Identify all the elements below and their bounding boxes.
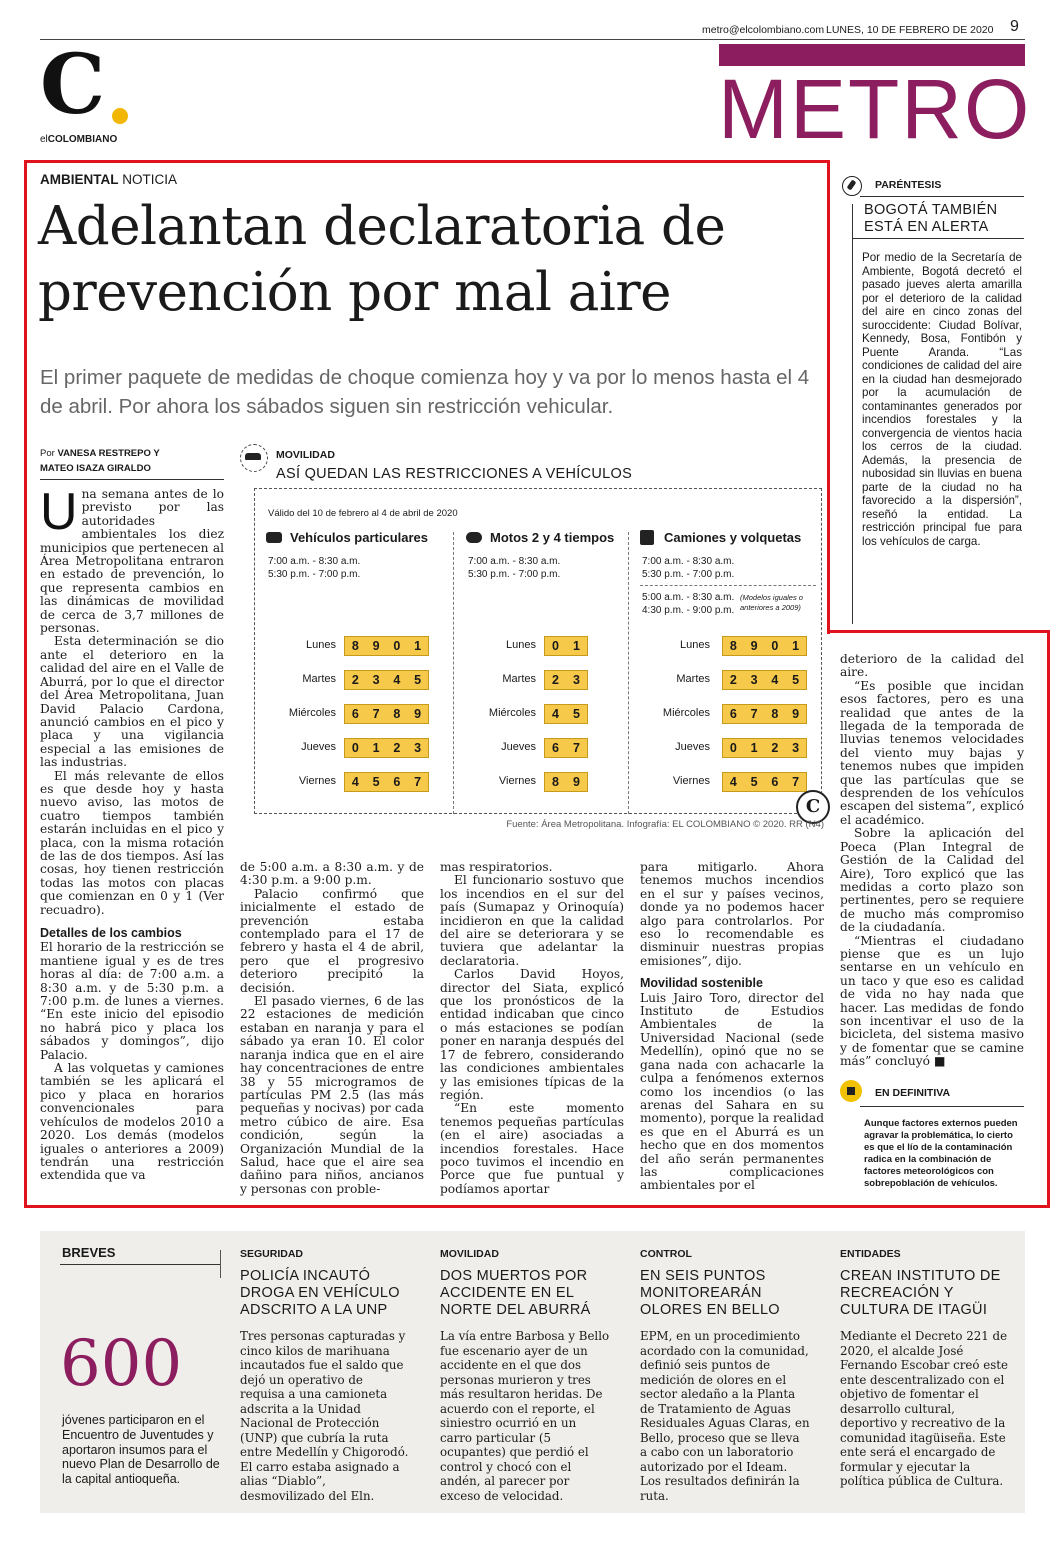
plate-digits <box>544 772 588 792</box>
hours-divider <box>640 585 816 586</box>
brief-control <box>640 1248 810 1503</box>
plate-digit: 6 <box>351 707 359 721</box>
weekday-label: Viernes <box>498 775 536 787</box>
highlight-frame-step <box>827 630 1050 633</box>
plate-digits <box>544 670 588 690</box>
plate-digits <box>344 704 429 724</box>
plate-digit: 7 <box>792 775 800 789</box>
article-deck: El primer paquete de medidas de choque comienza hoy y va por lo menos hasta el 4 de abril. Por ahora los sábados siguen sin restricción vehicular. <box>40 366 810 418</box>
logo-dot <box>112 108 128 124</box>
plate-digit: 2 <box>729 673 737 687</box>
plate-digit: 3 <box>372 673 380 687</box>
plate-digit: 4 <box>771 673 779 687</box>
plate-digit: 7 <box>414 775 422 789</box>
weekday-label: Miércoles <box>288 707 336 719</box>
group-camiones <box>640 530 820 800</box>
weekday-label: Lunes <box>506 639 536 651</box>
dropcap: U <box>40 483 78 541</box>
brief-section: SEGURIDAD <box>240 1248 304 1260</box>
plate-digit: 9 <box>792 707 800 721</box>
brief-title: DOS MUERTOS POR ACCIDENTE EN EL NORTE DEL ABURRÁ <box>440 1268 591 1318</box>
group-hours: 7:00 a.m. - 8:30 a.m. 5:30 p.m. - 7:00 p.m. <box>268 556 361 580</box>
plate-digit: 0 <box>393 639 401 653</box>
plate-digit: 2 <box>552 673 559 687</box>
plate-digit: 5 <box>573 707 580 721</box>
plate-digit: 9 <box>372 639 380 653</box>
weekday-label: Martes <box>502 673 536 685</box>
plate-digit: 3 <box>792 741 800 755</box>
plate-digit: 9 <box>414 707 422 721</box>
subhead-detalles: Detalles de los cambios <box>40 926 182 940</box>
plate-digit: 4 <box>552 707 559 721</box>
brief-movilidad <box>440 1248 610 1503</box>
byline: Por VANESA RESTREPO Y MATEO ISAZA GIRALDO <box>40 446 224 480</box>
article-column-1: U na semana antes de lo previsto por las autoridades ambientales los diez municipios que pertenecen al Área Metropolitana entraron en estado de prevención, lo que representa cambios en las dinámicas de movilidad de cerca de 3,7 millones de personas. Esta determinación se dio ante el deterioro en la calidad del aire en el Valle de Aburrá, por lo que el director del Área Metropolitana, Juan David Palacio Cardona, anunció cambios en el pico y placa y una vigilancia especial a las emisiones de las industrias. El más relevante de ellos es que desde hoy y hasta nuevo aviso, las motos de cuatro tiempos también estarán incluidas en el pico y placa, con la misma rotación de las de dos tiempos. Así las cosas, hoy tienen restricción todas las motos con placas que comienzan en 0 y 1 (Ver recuadro). Detalles de los cambios El horario de la restricción se mantiene igual y es de tres horas al día: de 7:00 a.m. a 8:30 a.m. y de 5:30 p.m. a 7:00 p.m. de lunes a viernes. “En este inicio del episodio no habrá pico y placa los sábados y domingos”, dijo Palacio. A las volquetas y camiones también se les aplicará el pico y placa en horarios convencionales para vehículos de modelos 2010 a 2020. Los demás (modelos iguales o anteriores a 2009) tendrán una restricción extendida que va <box>40 483 224 1183</box>
logo-badge: C <box>796 790 830 824</box>
breves-number: 600 <box>60 1327 183 1401</box>
article-title: Adelantan declaratoria de prevención por mal aire <box>38 196 726 323</box>
group-motos <box>466 530 636 800</box>
group-title: Motos 2 y 4 tiempos <box>490 530 615 545</box>
brief-body: La vía entre Barbosa y Bello fue escenario ayer de un accidente en el que dos personas murieron y tres más resultaron heridas. De acuerdo con el reporte, el siniestro ocurrió en un carro particular (5 ocupantes) que perdió el control y chocó con el andén, al parecer por exceso de velocidad. <box>440 1329 610 1503</box>
brief-title: POLICÍA INCAUTÓ DROGA EN VEHÍCULO ADSCRITO A LA UNP <box>240 1268 400 1318</box>
plate-digits <box>722 670 807 690</box>
plate-digits <box>722 636 807 656</box>
plate-digits <box>722 738 807 758</box>
plate-digit: 9 <box>573 775 580 789</box>
weekday-label: Viernes <box>298 775 336 787</box>
plate-digits <box>344 636 429 656</box>
plate-digit: 5 <box>792 673 800 687</box>
plate-digit: 3 <box>414 741 422 755</box>
plate-digit: 3 <box>573 673 580 687</box>
weekday-label: Miércoles <box>488 707 536 719</box>
plate-digits <box>544 738 588 758</box>
plate-digit: 8 <box>351 639 359 653</box>
page-number: 9 <box>1010 18 1019 35</box>
plate-digit: 5 <box>414 673 422 687</box>
plate-digits <box>544 636 588 656</box>
plate-digits <box>544 704 588 724</box>
plate-digit: 9 <box>750 639 758 653</box>
sidebar-label: PARÉNTESIS <box>875 179 942 191</box>
brief-body: EPM, en un procedimiento acordado con la comunidad, definió seis puntos de medición de olores en el sector aledaño a la Planta de Tratamiento de Aguas Residuales Aguas Claras, en Bello, proceso que se lleva a cabo con un laboratorio autorizado por el Ideam. Los resultados definirán la ruta. <box>640 1329 810 1503</box>
sidebar-rule <box>852 238 1024 239</box>
weekday-label: Martes <box>302 673 336 685</box>
logo-brand: elCOLOMBIANO <box>40 134 118 145</box>
sidebar-vline <box>852 204 853 624</box>
group-divider <box>628 532 630 814</box>
sidebar-body: Por medio de la Secretaría de Ambiente, Bogotá decretó el pasado jueves alerta amarilla por el deterioro de la calidad del aire en cinco zonas del suroccidente: Ciudad Bolívar, Kennedy, Bosa, Fontibón y Puente Aranda. “Las condiciones de calidad del aire en la ciudad han desmejorado por la acumulación de contaminantes generados por incendios forestales y la convergencia de vientos hacia los cerros de la ciudad. Además, la presencia de nubosidad sin lluvias en buena parte de la ciudad no ha favorecido a la dispersión”, reseñó la entidad. La restricción principal fue para los vehículos de carga. <box>862 251 1022 548</box>
plate-digit: 5 <box>750 775 758 789</box>
group-particulares <box>266 530 446 800</box>
plate-digit: 1 <box>792 639 800 653</box>
plate-digit: 3 <box>750 673 758 687</box>
header-date: LUNES, 10 DE FEBRERO DE 2020 <box>826 24 994 36</box>
weekday-label: Martes <box>676 673 710 685</box>
breves-label: BREVES <box>62 1245 116 1260</box>
group-hours-extended: 5:00 a.m. - 8:30 a.m. 4:30 p.m. - 9:00 p.m. <box>642 592 735 616</box>
breves-vline <box>220 1250 221 1278</box>
plate-digits <box>722 772 807 792</box>
plate-digit: 1 <box>750 741 758 755</box>
valid-period: Válido del 10 de febrero al 4 de abril de 2020 <box>268 508 458 519</box>
plate-digit: 2 <box>393 741 401 755</box>
plate-digit: 6 <box>393 775 401 789</box>
brief-section: CONTROL <box>640 1248 692 1260</box>
sidebar-rule <box>860 196 1024 197</box>
section-title: METRO <box>718 62 1032 156</box>
motorcycle-icon <box>466 532 482 543</box>
brief-body: Mediante el Decreto 221 de 2020, el alcalde José Fernando Escobar creó este ente descentralizado con el objetivo de fomentar el desarrollo cultural, deportivo y recreativo de la comunidad itagüiseña. Este ente será el encargado de formular y ejecutar la política pública de Cultura. <box>840 1329 1008 1488</box>
plate-digit: 4 <box>729 775 737 789</box>
brief-section: MOVILIDAD <box>440 1248 499 1260</box>
plate-digit: 6 <box>771 775 779 789</box>
plate-digit: 4 <box>393 673 401 687</box>
brief-title: CREAN INSTITUTO DE RECREACIÓN Y CULTURA DE ITAGÜI <box>840 1268 1001 1318</box>
weekday-label: Lunes <box>306 639 336 651</box>
plate-digit: 5 <box>372 775 380 789</box>
article-column-3: mas respiratorios. El funcionario sostuvo que los incendios en el sur del país (Sumapaz y Orinoquía) incidieron en que la calidad del aire se deteriorara y se tuviera que adelantar la declaratoria. Carlos David Hoyos, director del Siata, explicó que los pronósticos de la entidad indicaban que cinco o más estaciones se podían poner en naranja después del 17 de febrero, considerando las condiciones ambientales y las emisiones típicas de la región. “En este momento tenemos pequeñas partículas (en el aire) asociadas a incendios forestales. Hace poco tuvimos el incendio en Porce que fue puntual y podíamos aportar <box>440 860 624 1196</box>
infographic-source: Fuente: Área Metropolitana. Infografía: EL COLOMBIANO © 2020. RR (N4) <box>506 819 824 830</box>
weekday-label: Jueves <box>301 741 336 753</box>
infographic-kicker: MOVILIDAD <box>276 449 335 461</box>
brief-section: ENTIDADES <box>840 1248 901 1260</box>
en-definitiva <box>840 1080 1024 1190</box>
quadrant-icon-mark <box>847 1087 855 1095</box>
weekday-label: Viernes <box>672 775 710 787</box>
plate-digit: 8 <box>729 639 737 653</box>
definitiva-rule <box>860 1106 1024 1107</box>
plate-digits <box>344 738 429 758</box>
article-kicker: AMBIENTAL NOTICIA <box>40 172 178 187</box>
brief-title: EN SEIS PUNTOS MONITOREARÁN OLORES EN BELLO <box>640 1268 780 1318</box>
definitiva-label: EN DEFINITIVA <box>875 1087 951 1099</box>
plate-digit: 7 <box>750 707 758 721</box>
subhead-movilidad: Movilidad sostenible <box>640 976 763 991</box>
plate-digit: 8 <box>393 707 401 721</box>
plate-digit: 6 <box>729 707 737 721</box>
infographic <box>240 440 824 832</box>
group-title: Camiones y volquetas <box>664 530 802 545</box>
plate-digits <box>344 670 429 690</box>
plate-digit: 8 <box>552 775 559 789</box>
plate-digit: 0 <box>351 741 359 755</box>
breves-rule <box>60 1264 220 1265</box>
truck-icon <box>640 530 654 545</box>
car-icon <box>266 532 282 543</box>
logo <box>40 37 140 146</box>
group-divider <box>453 532 455 814</box>
weekday-label: Miércoles <box>662 707 710 719</box>
plate-digit: 1 <box>372 741 380 755</box>
article-column-4: para mitigarlo. Ahora tenemos muchos incendios en el sur y países vecinos, donde ya no podemos hacer algo para controlarlos. Por eso lo recomendable es disminuir nuestras propias emisiones”, dijo. Movilidad sostenible Luis Jairo Toro, director del Instituto de Estudios Ambientales de la Universidad Nacional (sede Medellín), opinó que no se gana nada con achacarle la culpa a fenómenos externos como los incendios (o las arenas del Sahara en su momento), porque la realidad es que en el Aburrá es un hecho que en dos momentos del año serán permanentes las complicaciones ambientales por el <box>640 860 824 1193</box>
infographic-title: ASÍ QUEDAN LAS RESTRICCIONES A VEHÍCULOS <box>276 466 633 482</box>
brief-seguridad <box>240 1248 410 1503</box>
definitiva-body: Aunque factores externos pueden agravar la problemática, lo cierto es que el lío de la contaminación radica en la combinación de factores meteorológicos con sobrepoblación de vehículos. <box>864 1118 1018 1189</box>
article-column-2: de 5:00 a.m. a 8:30 a.m. y de 4:30 p.m. a 9:00 p.m. Palacio confirmó que inicialmente el estado de prevención estaba contemplado para el 17 de febrero y hasta el 4 de abril, pero que el progresivo deterioro precipitó la decisión. El pasado viernes, 6 de las 22 estaciones de medición estaban en naranja y para el sábado ya eran 10. El color naranja indica que en el aire hay concentraciones de entre 38 y 55 microgramos de partículas PM 2.5 (las más pequeñas y nocivas) por cada metro cúbico de aire. Esa condición, según la Organización Mundial de la Salud, hace que el aire sea dañino para niños, ancianos y personas con proble- <box>240 860 424 1196</box>
plate-digit: 0 <box>771 639 779 653</box>
plate-digit: 1 <box>573 639 580 653</box>
hoyos-paragraph: Carlos David Hoyos, director del Siata, explicó que los pronósticos de la entidad indicaban que cinco o más estaciones se podían poner en naranja después del 17 de febrero, considerando las condiciones ambientales y las emisiones típicas de la región. <box>440 967 624 1102</box>
plate-digit: 4 <box>351 775 359 789</box>
car-icon-shape <box>245 453 261 460</box>
plate-digit: 1 <box>414 639 422 653</box>
plate-digit: 0 <box>552 639 559 653</box>
plate-digit: 6 <box>552 741 559 755</box>
brief-body: Tres personas capturadas y cinco kilos de marihuana incautados fue el saldo que dejó un operativo de requisa a una camioneta adscrita a la Unidad Nacional de Protección (UNP) que cubría la ruta entre Medellín y Chigorodó. El carro estaba asignado a alias “Diablo”, desmovilizado del Eln. <box>240 1329 409 1503</box>
models-note: (Modelos iguales o anteriores a 2009) <box>740 593 803 612</box>
group-title: Vehículos particulares <box>290 530 429 545</box>
breves-number-text: jóvenes participaron en el Encuentro de Juventudes y aportaron insumos para el nuevo Plan de Desarrollo de la capital antioqueña. <box>62 1413 220 1487</box>
weekday-label: Lunes <box>680 639 710 651</box>
weekday-label: Jueves <box>501 741 536 753</box>
header-rule <box>40 39 1025 40</box>
plate-digit: 2 <box>771 741 779 755</box>
header-email: metro@elcolombiano.com <box>702 24 825 36</box>
plate-digit: 7 <box>573 741 580 755</box>
weekday-label: Jueves <box>675 741 710 753</box>
brief-entidades <box>840 1248 1010 1489</box>
logo-letter: C <box>40 37 106 133</box>
plate-digit: 7 <box>372 707 380 721</box>
plate-digit: 8 <box>771 707 779 721</box>
plate-digits <box>344 772 429 792</box>
group-hours: 7:00 a.m. - 8:30 a.m. 5:30 p.m. - 7:00 p.m. <box>642 556 735 580</box>
plate-digits <box>722 704 807 724</box>
plate-digit: 2 <box>351 673 359 687</box>
article-column-5: deterioro de la calidad del aire. “Es posible que incidan esos factores, pero es una realidad que antes de la llegada de la temporada de lluvias tenemos velocidades del viento muy bajas y tenemos nubes que impiden que las partículas que se desprenden de los vehículos escapen del sistema”, explicó el académico. Sobre la aplicación del Poeca (Plan Integral de Gestión de la Calidad del Aire), Toro explicó que las medidas a corto plazo son pertinentes, pero se requiere de mucho más compromiso de la ciudadanía. “Mientras el ciudadano piense que es un lujo sentarse en un vehículo en un taco y que eso es calidad de vida no hay nada que hacer. Las medidas de fondo son incentivar el uso de la bicicleta, del sistema masivo y de fomentar que se camine más” concluyó ■ <box>840 652 1024 1069</box>
group-hours: 7:00 a.m. - 8:30 a.m. 5:30 p.m. - 7:00 p.m. <box>468 556 561 580</box>
sidebar-title: BOGOTÁ TAMBIÉN ESTÁ EN ALERTA <box>864 202 998 235</box>
plate-digit: 0 <box>729 741 737 755</box>
sidebar-parentesis <box>840 172 1024 627</box>
